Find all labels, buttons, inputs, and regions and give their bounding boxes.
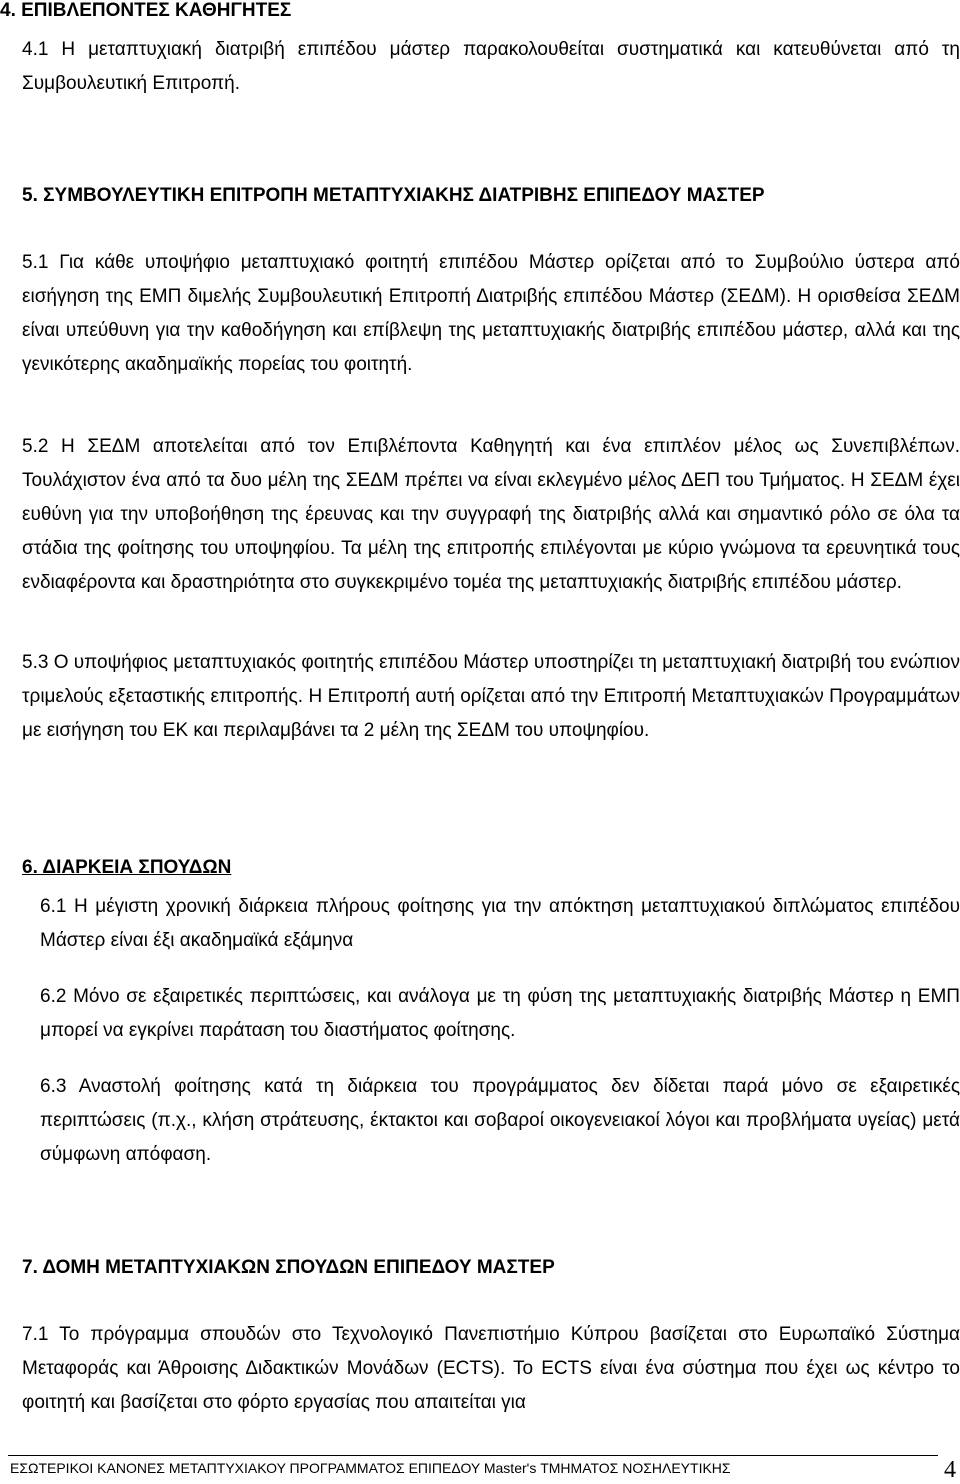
paragraph-4-1: 4.1 Η μεταπτυχιακή διατριβή επιπέδου μάστερ παρακολουθείται συστηματικά και κατευθύνεται από τη Συμβουλευτική Επιτροπή. xyxy=(22,39,960,94)
paragraph-5-1: 5.1 Για κάθε υποψήφιο μεταπτυχιακό φοιτητή επιπέδου Μάστερ ορίζεται από το Συμβούλιο ύστερα από εισήγηση της ΕΜΠ διμελής Συμβουλευτική Επιτροπή Διατριβής επιπέδου Μάστερ (ΣΕΔΜ). Η ορισθείσα ΣΕΔΜ είναι υπεύθυνη για την καθοδήγηση και επίβλεψη της μεταπτυχιακής διατριβής επιπέδου μάστερ, αλλά και της γενικότερης ακαδημαϊκής πορείας του φοιτητή. xyxy=(22,252,960,375)
footer-text: ΕΣΩΤΕΡΙΚΟΙ ΚΑΝΟΝΕΣ ΜΕΤΑΠΤΥΧΙΑΚΟΥ ΠΡΟΓΡΑΜΜΑΤΟΣ ΕΠΙΠΕΔΟΥ Master's ΤΜΗΜΑΤΟΣ ΝΟΣΗΛΕΥΤΙΚΗΣ xyxy=(10,1460,731,1476)
page-number: 4 xyxy=(944,1457,956,1483)
paragraph-5-3: 5.3 Ο υποψήφιος μεταπτυχιακός φοιτητής επιπέδου Μάστερ υποστηρίζει τη μεταπτυχιακή διατριβή του ενώπιον τριμελούς εξεταστικής επιτροπής. Η Επιτροπή αυτή ορίζεται από την Επιτροπή Μεταπτυχιακών Προγραμμάτων με εισήγηση του ΕΚ και περιλαμβάνει τα 2 μέλη της ΣΕΔΜ του υποψηφίου. xyxy=(22,652,960,741)
paragraph-6-2: 6.2 Μόνο σε εξαιρετικές περιπτώσεις, και ανάλογα με τη φύση της μεταπτυχιακής διατριβής Μάστερ η ΕΜΠ μπορεί να εγκρίνει παράταση του διαστήματος φοίτησης. xyxy=(40,986,960,1041)
section-5-heading: 5. ΣΥΜΒΟΥΛΕΥΤΙΚΗ ΕΠΙΤΡΟΠΗ ΜΕΤΑΠΤΥΧΙΑΚΗΣ ΔΙΑΤΡΙΒΗΣ ΕΠΙΠΕΔΟΥ ΜΑΣΤΕΡ xyxy=(22,185,765,206)
footer-divider xyxy=(8,1455,938,1456)
paragraph-5-2: 5.2 Η ΣΕΔΜ αποτελείται από τον Επιβλέποντα Καθηγητή και ένα επιπλέον μέλος ως Συνεπιβλέπων. Τουλάχιστον ένα από τα δυο μέλη της ΣΕΔΜ πρέπει να είναι εκλεγμένο μέλος ΔΕΠ του Τμήματος. Η ΣΕΔΜ έχει ευθύνη για την υποβοήθηση της έρευνας και την συγγραφή της διατριβής αλλά και σημαντικό ρόλο σε όλα τα στάδια της φοίτησης του υποψηφίου. Τα μέλη της επιτροπής επιλέγονται με κύριο γνώμονα τα ερευνητικά τους ενδιαφέροντα και δραστηριότητα στο συγκεκριμένο τομέα της μεταπτυχιακής διατριβής επιπέδου μάστερ. xyxy=(22,436,960,593)
paragraph-6-1: 6.1 Η μέγιστη χρονική διάρκεια πλήρους φοίτησης για την απόκτηση μεταπτυχιακού διπλώματος επιπέδου Μάστερ είναι έξι ακαδημαϊκά εξάμηνα xyxy=(40,896,960,951)
paragraph-7-1: 7.1 Το πρόγραμμα σπουδών στο Τεχνολογικό Πανεπιστήμιο Κύπρου βασίζεται στο Ευρωπαϊκό Σύστημα Μεταφοράς και Άθροισης Διδακτικών Μονάδων (ECTS). Το ECTS είναι ένα σύστημα που έχει ως κέντρο το φοιτητή και βασίζεται στο φόρτο εργασίας που απαιτείται για xyxy=(22,1324,960,1413)
section-7-heading: 7. ΔΟΜΗ ΜΕΤΑΠΤΥΧΙΑΚΩΝ ΣΠΟΥΔΩΝ ΕΠΙΠΕΔΟΥ ΜΑΣΤΕΡ xyxy=(22,1257,555,1278)
section-6-heading: 6. ΔΙΑΡΚΕΙΑ ΣΠΟΥΔΩΝ xyxy=(22,857,232,878)
paragraph-6-3: 6.3 Αναστολή φοίτησης κατά τη διάρκεια του προγράμματος δεν δίδεται παρά μόνο σε εξαιρετικές περιπτώσεις (π.χ., κλήση στράτευσης, έκτακτοι και σοβαροί οικογενειακοί λόγοι και προβλήματα υγείας) μετά σύμφωνη απόφαση. xyxy=(40,1076,960,1165)
page-footer xyxy=(8,1455,956,1484)
section-4-heading: 4. ΕΠΙΒΛΕΠΟΝΤΕΣ ΚΑΘΗΓΗΤΕΣ xyxy=(0,0,292,21)
